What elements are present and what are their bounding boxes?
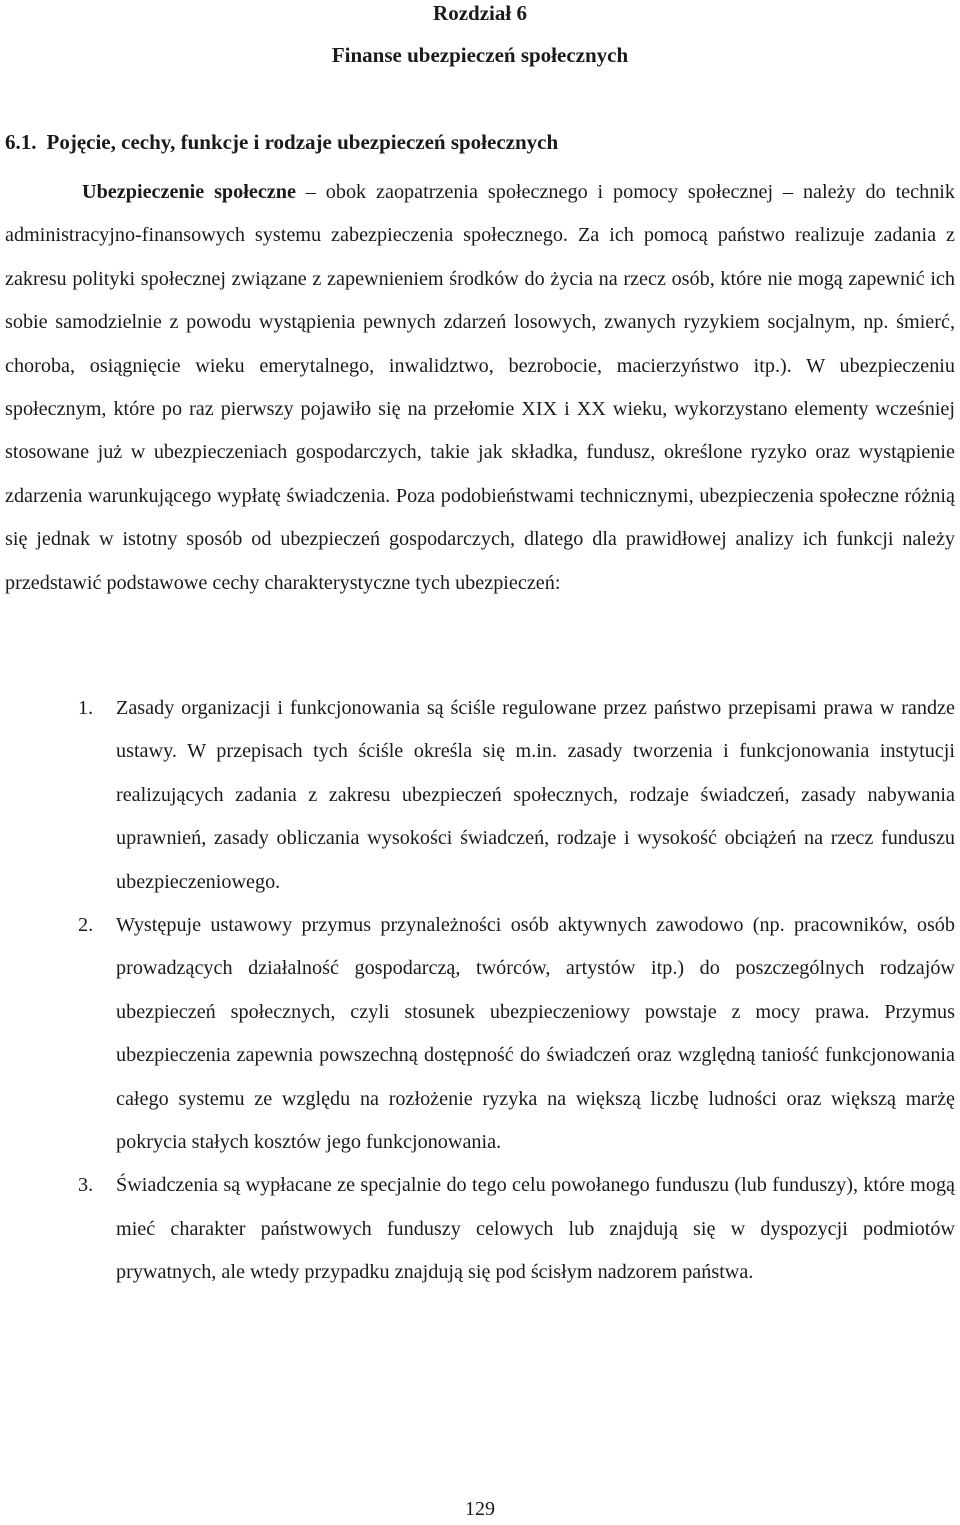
list-item-number: 1. xyxy=(78,697,94,719)
list-item-number: 3. xyxy=(78,1174,94,1197)
page-number: 129 xyxy=(465,1498,495,1520)
list-item-number: 2. xyxy=(78,914,94,937)
section-heading xyxy=(5,129,558,155)
list-item-text: Świadczenia są wypłacane ze specjalnie do tego celu powołanego funduszu (lub funduszy), które mogą mieć charakter państwowych funduszy celowych lub znajdują się w dyspozycji podmiotów prywatnych, ale wtedy przypadku znajdują się pod ścisłym nadzorem państwa. xyxy=(116,1174,955,1284)
list-item-text: Występuje ustawowy przymus przynależności osób aktywnych zawodowo (np. pracowników, osób prowadzących działalność gospodarczą, twórców, artystów itp.) do poszczególnych rodzajów ubezpieczeń społecznych, czyli stosunek ubezpieczeniowy powstaje z mocy prawa. Przymus ubezpieczenia zapewnia powszechną dostępność do świadczeń oraz względną taniość funkcjonowania całego systemu ze względu na rozłożenie ryzyka na większą liczbę ludności oraz większą marżę pokrycia stałych kosztów jego funkcjonowania. xyxy=(116,914,955,1154)
list-item xyxy=(5,904,955,1164)
section-title: Pojęcie, cechy, funkcje i rodzaje ubezpieczeń społecznych xyxy=(46,130,559,154)
lead-term: Ubezpieczenie społeczne xyxy=(82,181,296,203)
chapter-title: Finanse ubezpieczeń społecznych xyxy=(331,43,629,67)
list-item-text: Zasady organizacji i funkcjonowania są ściśle regulowane przez państwo przepisami prawa w randze ustawy. W przepisach tych ściśle określa się m.in. zasady tworzenia i funkcjonowania instytucji realizujących zadania z zakresu ubezpieczeń społecznych, rodzaje świadczeń, zasady nabywania uprawnień, zasady obliczania wysokości świadczeń, rodzaje i wysokość obciążeń na rzecz funduszu ubezpieczeniowego. xyxy=(116,697,955,893)
list-item xyxy=(5,687,955,904)
list-item xyxy=(5,1164,955,1294)
intro-paragraph xyxy=(5,171,955,605)
section-number: 6.1. xyxy=(5,130,37,154)
intro-text: – obok zaopatrzenia społecznego i pomocy społecznej – należy do technik administracyjno-finansowych systemu zabezpieczenia społecznego. Za ich pomocą państwo realizuje zadania z zakresu polityki społecznej związane z zapewnieniem środków do życia na rzecz osób, które nie mogą zapewnić ich sobie samodzielnie z powodu wystąpienia pewnych zdarzeń losowych, zwanych ryzykiem socjalnym, np. śmierć, choroba, osiągnięcie wieku emerytalnego, inwalidztwo, bezrobocie, macierzyństwo itp.). W ubezpieczeniu społecznym, które po raz pierwszy pojawiło się na przełomie XIX i XX wieku, wykorzystano elementy wcześniej stosowane już w ubezpieczeniach gospodarczych, takie jak składka, fundusz, określone ryzyko oraz wystąpienie zdarzenia warunkującego wypłatę świadczenia. Poza podobieństwami technicznymi, ubezpieczenia społeczne różnią się jednak w istotny sposób od ubezpieczeń gospodarczych, dlatego dla prawidłowej analizy ich funkcji należy przedstawić podstawowe cechy charakterystyczne tych ubezpieczeń: xyxy=(5,181,955,594)
characteristics-list xyxy=(5,687,955,1295)
chapter-label: Rozdział 6 xyxy=(433,1,527,25)
